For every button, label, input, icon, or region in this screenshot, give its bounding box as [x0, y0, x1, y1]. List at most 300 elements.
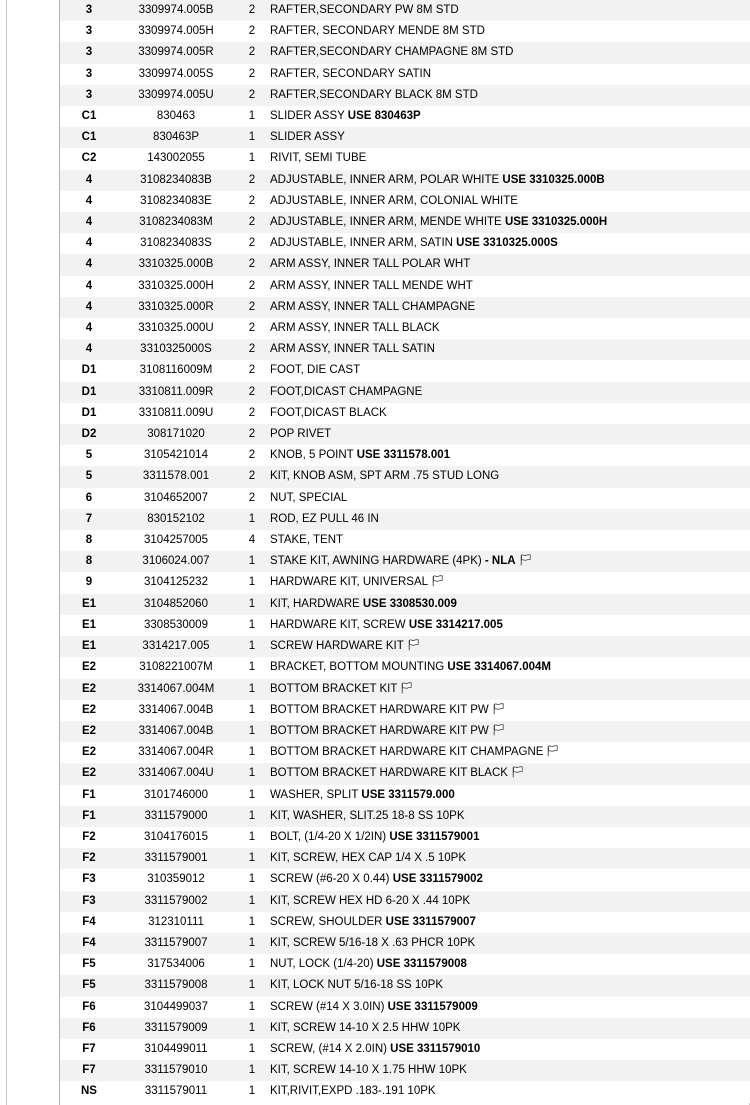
table-row — [60, 127, 750, 148]
description-text: SCREW (#14 X 3.0IN) — [270, 1000, 388, 1013]
cell-description — [270, 636, 750, 657]
table-row — [60, 891, 750, 912]
table-row — [60, 869, 750, 890]
cell-item: 9 — [60, 572, 118, 593]
table-row — [60, 424, 750, 445]
cell-item: E2 — [60, 700, 118, 721]
description-replacement-note: USE 3311579010 — [390, 1042, 481, 1055]
cell-part-number: 3108234083M — [118, 212, 234, 233]
description-text: BOLT, (1/4-20 X 1/2IN) — [270, 830, 390, 843]
cell-item: E2 — [60, 742, 118, 763]
description-text: NUT, SPECIAL — [270, 491, 348, 504]
note-flag-icon — [493, 723, 504, 735]
table-row — [60, 339, 750, 360]
cell-qty: 2 — [234, 191, 270, 212]
description-replacement-note: - NLA — [484, 555, 516, 568]
cell-part-number: 3104176015 — [118, 827, 234, 848]
cell-qty: 1 — [234, 657, 270, 678]
cell-qty: 1 — [234, 572, 270, 593]
cell-description — [270, 975, 750, 996]
description-text: KIT, HARDWARE — [270, 597, 363, 610]
cell-item: 4 — [60, 212, 118, 233]
cell-description — [270, 806, 750, 827]
cell-description — [270, 276, 750, 297]
cell-item: 4 — [60, 276, 118, 297]
cell-description — [270, 785, 750, 806]
note-flag-icon — [493, 702, 504, 714]
description-text: KIT, SCREW, HEX CAP 1/4 X .5 10PK — [270, 852, 467, 865]
description-text: BOTTOM BRACKET KIT — [270, 682, 398, 695]
cell-qty: 1 — [234, 912, 270, 933]
table-row — [60, 975, 750, 996]
cell-qty: 2 — [234, 212, 270, 233]
cell-description — [270, 85, 750, 106]
cell-qty: 2 — [234, 339, 270, 360]
description-text: STAKE KIT, AWNING HARDWARE (4PK) — [270, 555, 485, 568]
cell-part-number: 3310325.000B — [118, 254, 234, 275]
cell-qty: 2 — [234, 276, 270, 297]
description-replacement-note: USE 3311579009 — [387, 1000, 478, 1013]
description-replacement-note: USE 3310325.000S — [456, 237, 558, 250]
cell-item: 8 — [60, 530, 118, 551]
cell-item: 5 — [60, 445, 118, 466]
cell-part-number: 3314067.004R — [118, 742, 234, 763]
cell-part-number: 308171020 — [118, 424, 234, 445]
cell-item: E2 — [60, 721, 118, 742]
cell-description — [270, 594, 750, 615]
cell-part-number: 3314067.004M — [118, 679, 234, 700]
cell-qty: 2 — [234, 424, 270, 445]
cell-item: F4 — [60, 933, 118, 954]
table-row — [60, 85, 750, 106]
cell-item: 5 — [60, 466, 118, 487]
cell-item: 4 — [60, 191, 118, 212]
cell-item: 3 — [60, 64, 118, 85]
note-flag-icon — [432, 574, 443, 586]
description-text: STAKE, TENT — [270, 534, 344, 547]
cell-qty: 2 — [234, 170, 270, 191]
table-row — [60, 1081, 750, 1102]
cell-description — [270, 212, 750, 233]
note-flag-icon — [512, 765, 523, 777]
table-row — [60, 700, 750, 721]
cell-description — [270, 148, 750, 169]
cell-item: D1 — [60, 382, 118, 403]
description-text: KNOB, 5 POINT — [270, 449, 357, 462]
cell-qty: 1 — [234, 106, 270, 127]
cell-description — [270, 1018, 750, 1039]
cell-qty: 2 — [234, 360, 270, 381]
cell-part-number: 3108234083B — [118, 170, 234, 191]
cell-qty: 1 — [234, 763, 270, 784]
table-row — [60, 954, 750, 975]
cell-part-number: 3104499011 — [118, 1039, 234, 1060]
cell-item: E2 — [60, 657, 118, 678]
cell-description — [270, 551, 750, 572]
cell-part-number: 3106024.007 — [118, 551, 234, 572]
note-flag-icon — [547, 744, 558, 756]
cell-item: 7 — [60, 509, 118, 530]
cell-qty: 1 — [234, 891, 270, 912]
cell-description — [270, 763, 750, 784]
description-text: ADJUSTABLE, INNER ARM, COLONIAL WHITE — [270, 194, 518, 207]
description-text: RAFTER,SECONDARY BLACK 8M STD — [270, 88, 478, 101]
description-text: ROD, EZ PULL 46 IN — [270, 512, 379, 525]
description-text: KIT, WASHER, SLIT.25 18-8 SS 10PK — [270, 809, 465, 822]
cell-description — [270, 488, 750, 509]
cell-item: F7 — [60, 1039, 118, 1060]
cell-item: E1 — [60, 615, 118, 636]
note-flag-icon — [401, 681, 412, 693]
cell-description — [270, 0, 750, 21]
cell-item: D1 — [60, 403, 118, 424]
cell-description — [270, 191, 750, 212]
description-text: ARM ASSY, INNER TALL POLAR WHT — [270, 258, 471, 271]
table-row — [60, 212, 750, 233]
description-text: BRACKET, BOTTOM MOUNTING — [270, 661, 448, 674]
table-row — [60, 551, 750, 572]
cell-description — [270, 382, 750, 403]
table-row — [60, 1018, 750, 1039]
cell-part-number: 3311579007 — [118, 933, 234, 954]
table-row — [60, 615, 750, 636]
table-row — [60, 594, 750, 615]
table-row — [60, 848, 750, 869]
cell-description — [270, 657, 750, 678]
cell-description — [270, 869, 750, 890]
description-replacement-note: USE 3314217.005 — [408, 618, 503, 631]
cell-qty: 1 — [234, 1060, 270, 1081]
cell-description — [270, 827, 750, 848]
table-row — [60, 403, 750, 424]
note-flag-icon — [520, 553, 531, 565]
parts-table — [60, 0, 750, 1103]
cell-part-number: 3310325000S — [118, 339, 234, 360]
description-replacement-note: USE 3311579002 — [392, 873, 483, 886]
table-row — [60, 1060, 750, 1081]
table-row — [60, 254, 750, 275]
cell-qty: 1 — [234, 721, 270, 742]
cell-item: F3 — [60, 869, 118, 890]
description-text: SCREW HARDWARE KIT — [270, 640, 404, 653]
cell-qty: 1 — [234, 594, 270, 615]
cell-qty: 2 — [234, 254, 270, 275]
description-text: ARM ASSY, INNER TALL CHAMPAGNE — [270, 300, 476, 313]
cell-part-number: 3309974.005S — [118, 64, 234, 85]
cell-qty: 2 — [234, 0, 270, 21]
cell-qty: 1 — [234, 679, 270, 700]
cell-part-number: 3104257005 — [118, 530, 234, 551]
table-row — [60, 488, 750, 509]
table-row — [60, 721, 750, 742]
description-text: BOTTOM BRACKET HARDWARE KIT PW — [270, 703, 489, 716]
table-row — [60, 636, 750, 657]
table-row — [60, 827, 750, 848]
cell-qty: 1 — [234, 1018, 270, 1039]
cell-qty: 1 — [234, 785, 270, 806]
table-row — [60, 233, 750, 254]
cell-part-number: 3104499037 — [118, 997, 234, 1018]
cell-item: F5 — [60, 954, 118, 975]
cell-item: 3 — [60, 85, 118, 106]
cell-item: 4 — [60, 233, 118, 254]
cell-item: F5 — [60, 975, 118, 996]
cell-description — [270, 170, 750, 191]
cell-part-number: 3108234083S — [118, 233, 234, 254]
parts-table-body — [60, 0, 750, 1103]
cell-part-number: 3108234083E — [118, 191, 234, 212]
cell-item: E1 — [60, 594, 118, 615]
cell-part-number: 830463 — [118, 106, 234, 127]
cell-description — [270, 403, 750, 424]
page-border-left — [6, 0, 7, 1105]
description-text: ARM ASSY, INNER TALL BLACK — [270, 322, 440, 335]
cell-description — [270, 742, 750, 763]
cell-part-number: 3108221007M — [118, 657, 234, 678]
description-text: BOTTOM BRACKET HARDWARE KIT PW — [270, 724, 489, 737]
table-row — [60, 509, 750, 530]
cell-part-number: 3104852060 — [118, 594, 234, 615]
table-row — [60, 445, 750, 466]
description-replacement-note: USE 3310325.000B — [502, 173, 605, 186]
cell-description — [270, 339, 750, 360]
description-text: SLIDER ASSY — [270, 110, 348, 123]
description-text: KIT, SCREW 5/16-18 X .63 PHCR 10PK — [270, 936, 476, 949]
description-text: ARM ASSY, INNER TALL SATIN — [270, 343, 435, 356]
description-text: SCREW, SHOULDER — [270, 915, 386, 928]
cell-description — [270, 64, 750, 85]
cell-part-number: 3310325.000U — [118, 318, 234, 339]
cell-description — [270, 233, 750, 254]
cell-item: E2 — [60, 763, 118, 784]
cell-description — [270, 445, 750, 466]
cell-qty: 2 — [234, 318, 270, 339]
description-text: KIT, SCREW HEX HD 6-20 X .44 10PK — [270, 894, 471, 907]
cell-part-number: 3311579008 — [118, 975, 234, 996]
cell-item: 3 — [60, 0, 118, 21]
cell-item: 6 — [60, 488, 118, 509]
description-text: RAFTER,SECONDARY PW 8M STD — [270, 4, 459, 16]
cell-qty: 2 — [234, 403, 270, 424]
table-row — [60, 933, 750, 954]
cell-item: F2 — [60, 827, 118, 848]
table-row — [60, 530, 750, 551]
description-replacement-note: USE 3311578.001 — [356, 449, 451, 462]
cell-qty: 4 — [234, 530, 270, 551]
cell-item: C1 — [60, 106, 118, 127]
cell-description — [270, 254, 750, 275]
cell-item: NS — [60, 1081, 118, 1102]
description-text: FOOT,DICAST CHAMPAGNE — [270, 385, 423, 398]
cell-item: 4 — [60, 254, 118, 275]
cell-qty: 1 — [234, 975, 270, 996]
description-text: SCREW, (#14 X 2.0IN) — [270, 1042, 391, 1055]
cell-qty: 1 — [234, 615, 270, 636]
cell-description — [270, 21, 750, 42]
cell-qty: 1 — [234, 848, 270, 869]
table-row — [60, 106, 750, 127]
table-row — [60, 763, 750, 784]
cell-qty: 1 — [234, 827, 270, 848]
cell-item: 4 — [60, 318, 118, 339]
table-row — [60, 679, 750, 700]
description-text: SCREW (#6-20 X 0.44) — [270, 873, 393, 886]
cell-description — [270, 318, 750, 339]
cell-part-number: 3310325.000H — [118, 276, 234, 297]
table-row — [60, 742, 750, 763]
table-row — [60, 785, 750, 806]
cell-part-number: 830152102 — [118, 509, 234, 530]
cell-qty: 2 — [234, 64, 270, 85]
description-text: ADJUSTABLE, INNER ARM, SATIN — [270, 237, 457, 250]
table-row — [60, 657, 750, 678]
description-replacement-note: USE 3310325.000H — [504, 216, 608, 229]
description-text: BOTTOM BRACKET HARDWARE KIT BLACK — [270, 767, 508, 780]
table-row — [60, 806, 750, 827]
cell-qty: 1 — [234, 1039, 270, 1060]
cell-part-number: 3309974.005H — [118, 21, 234, 42]
cell-qty: 2 — [234, 21, 270, 42]
description-text: HARDWARE KIT, SCREW — [270, 618, 409, 631]
cell-item: D1 — [60, 360, 118, 381]
cell-qty: 1 — [234, 1081, 270, 1102]
description-text: KIT, KNOB ASM, SPT ARM .75 STUD LONG — [270, 470, 500, 483]
cell-qty: 2 — [234, 382, 270, 403]
cell-description — [270, 700, 750, 721]
description-replacement-note: USE 830463P — [347, 110, 421, 123]
description-text: SLIDER ASSY — [270, 131, 345, 144]
cell-part-number: 317534006 — [118, 954, 234, 975]
cell-part-number: 143002055 — [118, 148, 234, 169]
table-row — [60, 191, 750, 212]
cell-description — [270, 106, 750, 127]
cell-description — [270, 530, 750, 551]
cell-part-number: 3104652007 — [118, 488, 234, 509]
cell-item: E2 — [60, 679, 118, 700]
table-row — [60, 21, 750, 42]
cell-part-number: 3105421014 — [118, 445, 234, 466]
cell-item: F3 — [60, 891, 118, 912]
cell-item: C1 — [60, 127, 118, 148]
cell-description — [270, 1060, 750, 1081]
cell-description — [270, 466, 750, 487]
table-row — [60, 912, 750, 933]
cell-qty: 1 — [234, 551, 270, 572]
cell-part-number: 3311579002 — [118, 891, 234, 912]
table-row — [60, 318, 750, 339]
cell-qty: 1 — [234, 148, 270, 169]
cell-part-number: 3311579001 — [118, 848, 234, 869]
cell-part-number: 310359012 — [118, 869, 234, 890]
cell-item: 8 — [60, 551, 118, 572]
table-row — [60, 64, 750, 85]
table-row — [60, 997, 750, 1018]
cell-qty: 1 — [234, 997, 270, 1018]
cell-part-number: 3108116009M — [118, 360, 234, 381]
cell-qty: 2 — [234, 466, 270, 487]
description-text: WASHER, SPLIT — [270, 788, 362, 801]
cell-qty: 2 — [234, 488, 270, 509]
description-replacement-note: USE 3311579008 — [376, 958, 467, 971]
cell-item: F7 — [60, 1060, 118, 1081]
description-replacement-note: USE 3308530.009 — [362, 597, 457, 610]
cell-qty: 1 — [234, 127, 270, 148]
cell-part-number: 3309974.005B — [118, 0, 234, 21]
table-row — [60, 42, 750, 63]
cell-qty: 1 — [234, 806, 270, 827]
description-text: FOOT, DIE CAST — [270, 364, 361, 377]
cell-item: F4 — [60, 912, 118, 933]
table-row — [60, 276, 750, 297]
description-text: ADJUSTABLE, INNER ARM, MENDE WHITE — [270, 216, 505, 229]
description-text: KIT, LOCK NUT 5/16-18 SS 10PK — [270, 979, 444, 992]
cell-qty: 2 — [234, 445, 270, 466]
cell-description — [270, 1081, 750, 1102]
cell-item: F2 — [60, 848, 118, 869]
cell-description — [270, 848, 750, 869]
cell-part-number: 3101746000 — [118, 785, 234, 806]
cell-part-number: 3314067.004B — [118, 721, 234, 742]
cell-item: 4 — [60, 339, 118, 360]
cell-item: E1 — [60, 636, 118, 657]
cell-part-number: 3310811.009U — [118, 403, 234, 424]
cell-item: 3 — [60, 42, 118, 63]
cell-part-number: 3309974.005R — [118, 42, 234, 63]
description-text: RAFTER,SECONDARY CHAMPAGNE 8M STD — [270, 46, 514, 59]
description-text: KIT,RIVIT,EXPD .183-.191 10PK — [270, 1085, 436, 1098]
cell-part-number: 3311579011 — [118, 1081, 234, 1102]
cell-description — [270, 891, 750, 912]
cell-item: F6 — [60, 1018, 118, 1039]
cell-description — [270, 679, 750, 700]
description-text: RAFTER, SECONDARY SATIN — [270, 67, 432, 80]
cell-item: F6 — [60, 997, 118, 1018]
description-text: KIT, SCREW 14-10 X 1.75 HHW 10PK — [270, 1064, 467, 1077]
cell-description — [270, 912, 750, 933]
cell-description — [270, 997, 750, 1018]
table-row — [60, 297, 750, 318]
description-text: ARM ASSY, INNER TALL MENDE WHT — [270, 279, 473, 292]
cell-description — [270, 360, 750, 381]
description-replacement-note: USE 3311579007 — [385, 915, 476, 928]
cell-item: 4 — [60, 170, 118, 191]
table-row — [60, 1039, 750, 1060]
table-row — [60, 0, 750, 21]
cell-qty: 2 — [234, 85, 270, 106]
cell-part-number: 3311579000 — [118, 806, 234, 827]
description-text: HARDWARE KIT, UNIVERSAL — [270, 576, 429, 589]
cell-part-number: 3311578.001 — [118, 466, 234, 487]
cell-part-number: 3314067.004B — [118, 700, 234, 721]
description-text: BOTTOM BRACKET HARDWARE KIT CHAMPAGNE — [270, 746, 544, 759]
note-flag-icon — [408, 638, 419, 650]
description-text: POP RIVET — [270, 428, 332, 441]
cell-description — [270, 615, 750, 636]
cell-qty: 2 — [234, 297, 270, 318]
table-row — [60, 382, 750, 403]
description-replacement-note: USE 3314067.004M — [447, 661, 551, 674]
cell-part-number: 3104125232 — [118, 572, 234, 593]
description-replacement-note: USE 3311579001 — [389, 830, 480, 843]
table-row — [60, 148, 750, 169]
cell-part-number: 3309974.005U — [118, 85, 234, 106]
cell-description — [270, 572, 750, 593]
cell-qty: 1 — [234, 742, 270, 763]
cell-part-number: 3314067.004U — [118, 763, 234, 784]
table-row — [60, 572, 750, 593]
cell-part-number: 3308530009 — [118, 615, 234, 636]
cell-description — [270, 933, 750, 954]
